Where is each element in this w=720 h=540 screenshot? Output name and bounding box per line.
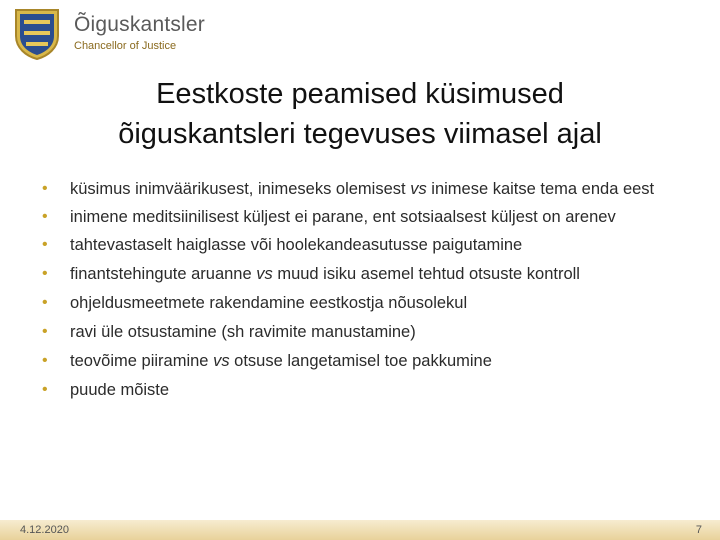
title-line-2: õiguskantsleri tegevuses viimasel ajal xyxy=(118,118,602,150)
page-number: 7 xyxy=(695,524,702,536)
bullet-item: • finantstehingute aruanne vs muud isiku asemel tehtud otsuste kontroll xyxy=(42,265,580,283)
slide-title xyxy=(60,74,660,154)
bullet-icon: • xyxy=(42,180,48,197)
logo-title: Õiguskantsler xyxy=(74,13,205,36)
bullet-icon: • xyxy=(42,294,48,311)
bullet-item: • küsimus inimväärikusest, inimeseks olemisest vs inimese kaitse tema enda eest xyxy=(42,180,655,198)
logo xyxy=(12,6,205,62)
footer-bar xyxy=(0,520,720,540)
bullet-item: • ravi üle otsustamine (sh ravimite manustamine) xyxy=(42,323,416,341)
bullet-icon: • xyxy=(42,352,48,369)
logo-subtitle: Chancellor of Justice xyxy=(74,40,177,52)
bullet-icon: • xyxy=(42,323,48,340)
footer-date: 4.12.2020 xyxy=(20,524,69,536)
bullet-item: • puude mõiste xyxy=(42,381,170,399)
bullet-list xyxy=(40,178,700,408)
bullet-item: • ohjeldusmeetmete rakendamine eestkostja nõusolekul xyxy=(42,294,468,312)
coat-of-arms-icon xyxy=(12,6,62,60)
bullet-icon: • xyxy=(42,208,48,225)
bullet-item: • inimene meditsiinilisest küljest ei parane, ent sotsiaalsest küljest on arenev xyxy=(42,208,616,226)
bullet-item: • tahtevastaselt haiglasse või hoolekandeasutusse paigutamine xyxy=(42,236,523,254)
bullet-item: • teovõime piiramine vs otsuse langetamisel toe pakkumine xyxy=(42,352,492,370)
title-line-1: Eestkoste peamised küsimused xyxy=(156,78,564,110)
bullet-icon: • xyxy=(42,381,48,398)
bullet-icon: • xyxy=(42,236,48,253)
bullet-icon: • xyxy=(42,265,48,282)
